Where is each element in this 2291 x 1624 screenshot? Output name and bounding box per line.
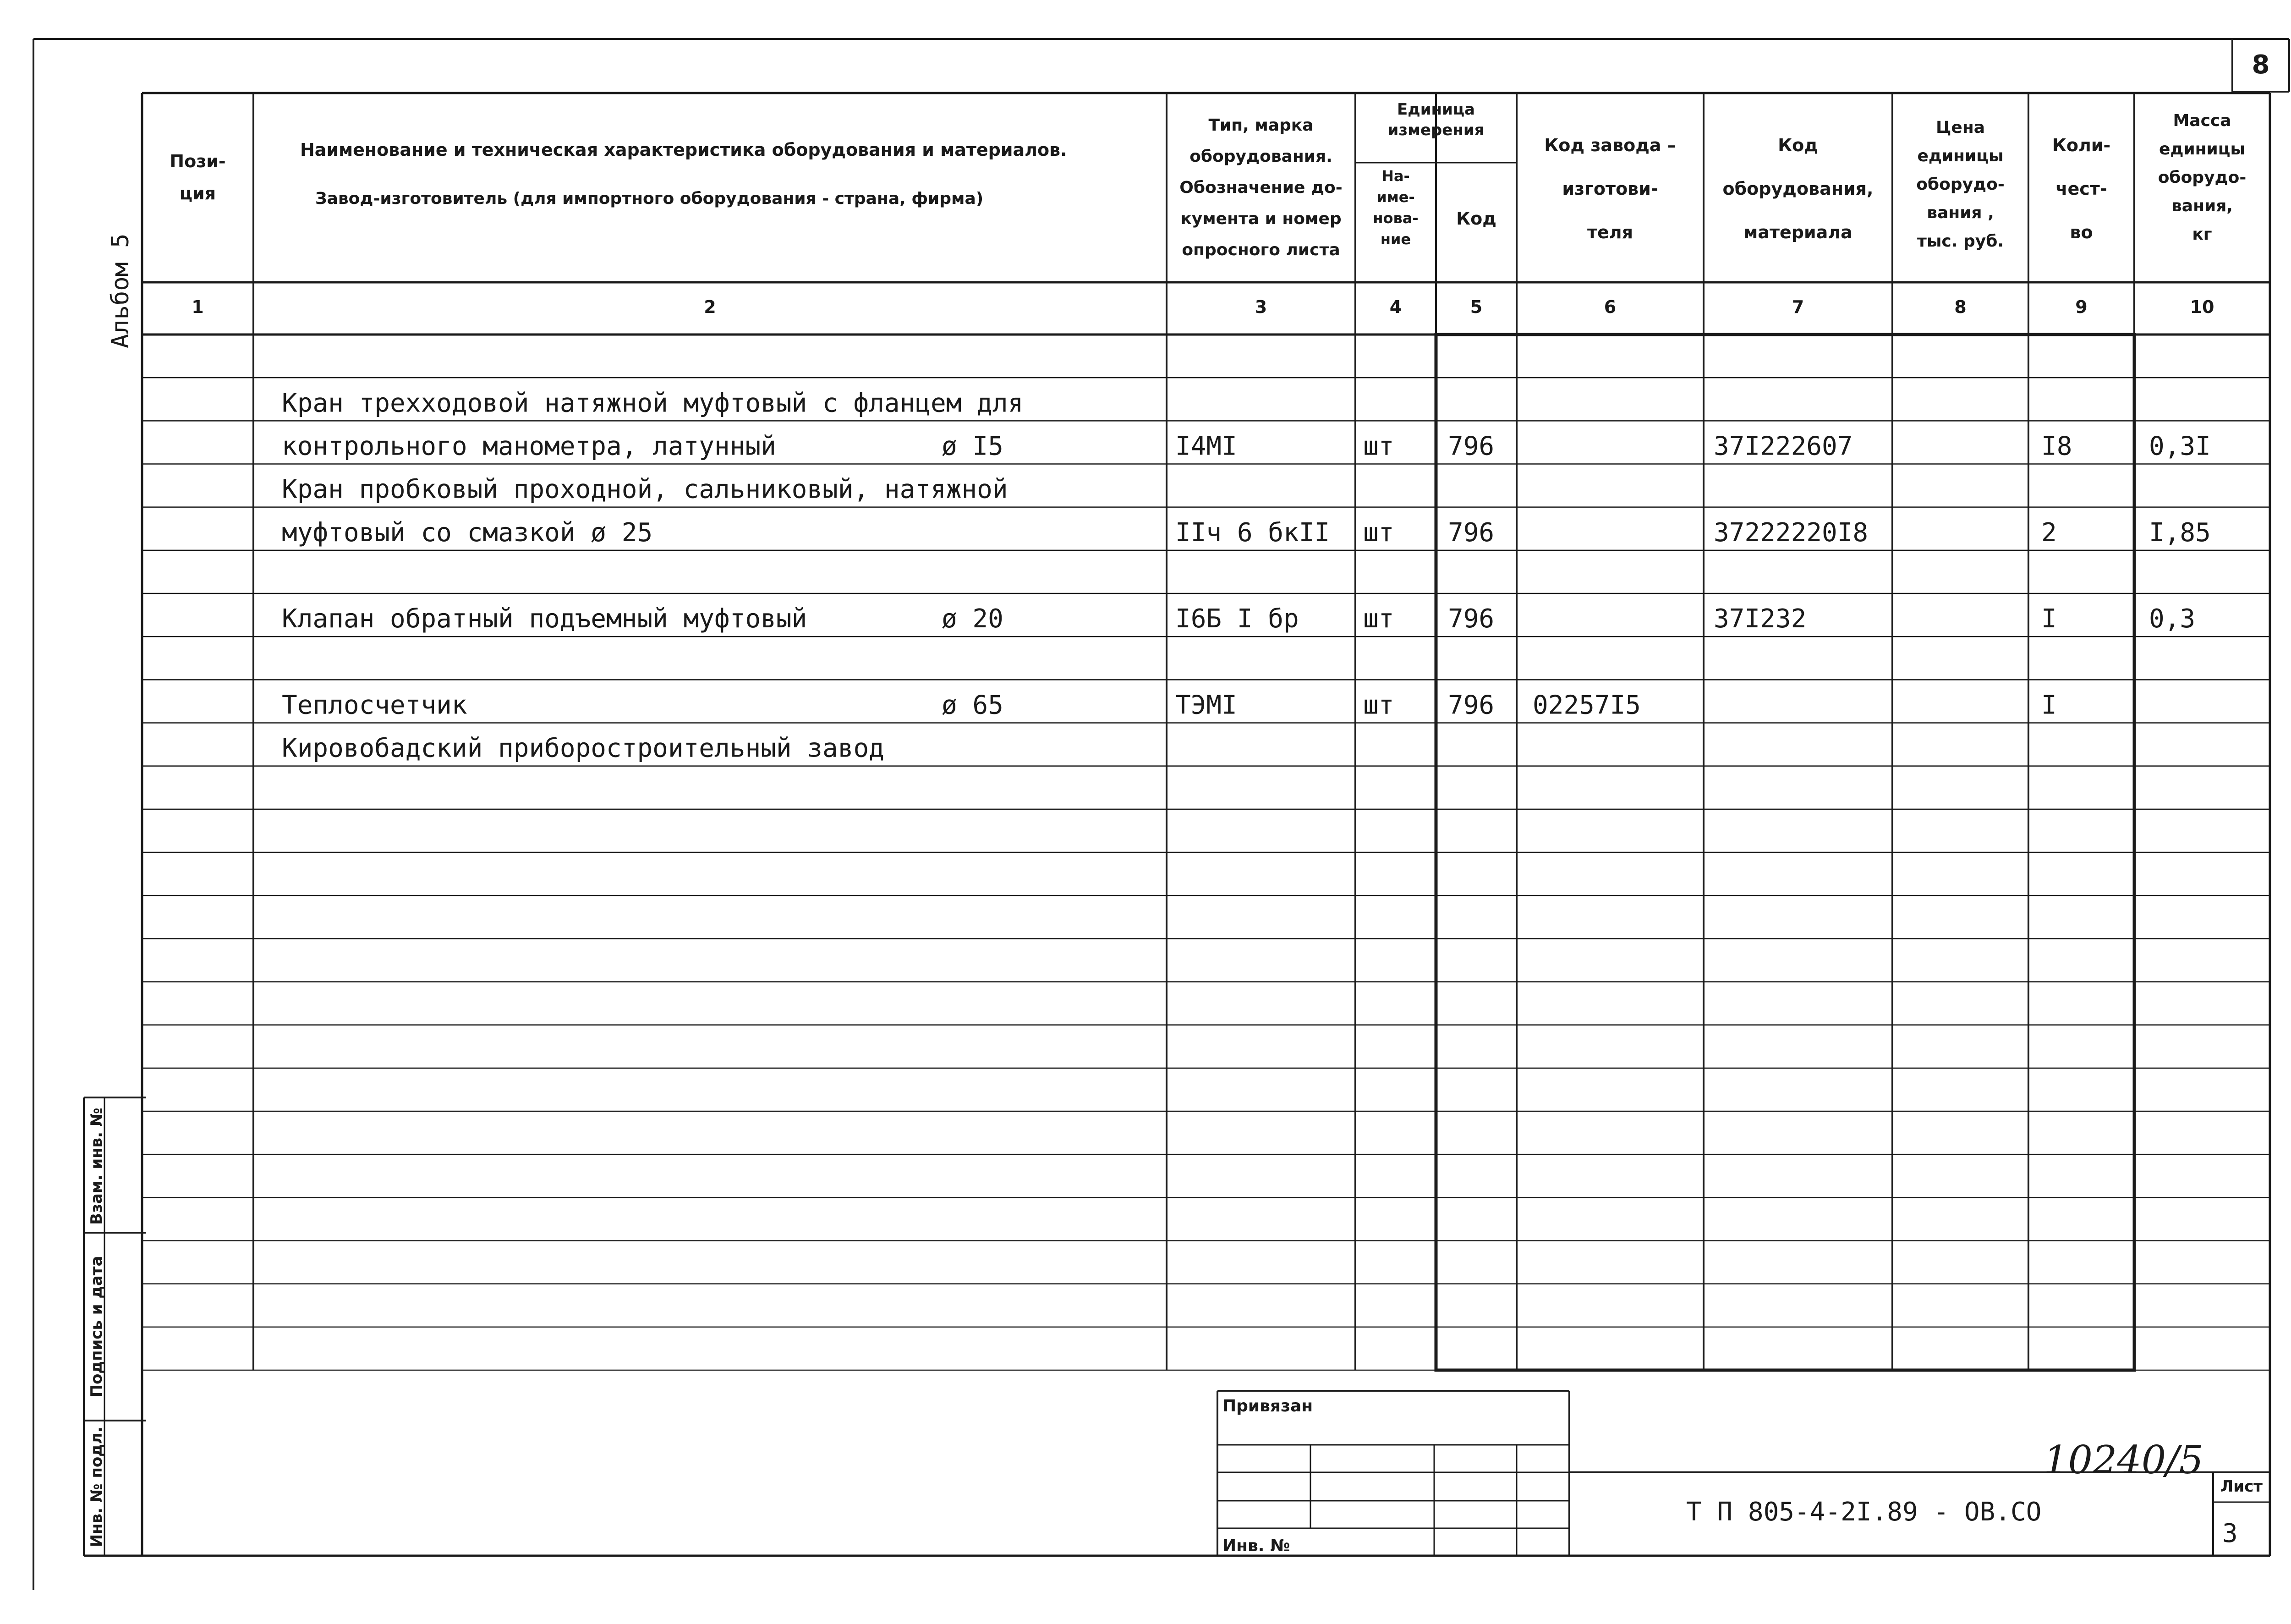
column-number: 4 [1389,297,1402,317]
header-price: тыс. руб. [1917,232,2004,251]
header-plant-code: теля [1587,222,1633,242]
header-manufacturer: Завод-изготовитель (для импортного оборудования - страна, фирма) [315,189,984,208]
header-unit-group: Единица [1397,100,1475,119]
row-material-code: 37I222607 [1714,431,1853,461]
header-type: оборудования. [1189,147,1332,166]
header-price: Цена [1936,118,1985,137]
row-plant-code: 02257I5 [1533,690,1641,720]
header-type: опросного листа [1182,241,1340,259]
row-unit-code: 796 [1448,517,1495,548]
header-quantity: чест- [2055,179,2107,199]
row-quantity: I8 [2041,431,2072,461]
row-unit-code: 796 [1448,690,1495,720]
header-price: оборудо- [1916,175,2005,194]
column-number: 8 [1954,297,1967,317]
sheet-number: 3 [2222,1519,2238,1548]
row-mass: I,85 [2149,517,2211,548]
column-number: 5 [1470,297,1483,317]
stamp-inv-podl: Инв. № подл. [88,1426,106,1547]
header-mass: вания, [2171,197,2233,215]
row-unit-code: 796 [1448,431,1495,461]
header-unit-name: На- [1381,167,1410,185]
header-mass: единицы [2159,140,2246,159]
header-mass: кг [2192,225,2212,244]
row-type: IIч 6 бкII [1175,517,1330,548]
corner-sheet-number: 8 [2252,50,2270,80]
row-type: ТЭМI [1175,690,1237,720]
handwritten-number: 10240/5 [2044,1437,2203,1482]
row-unit: шт [1363,517,1394,548]
header-unit-name: нова- [1373,209,1419,227]
row-material-code: 37222220I8 [1714,517,1869,548]
document-code: Т П 805-4-2I.89 - ОВ.СО [1686,1497,2042,1527]
header-material-code: материала [1743,222,1853,242]
row-diameter: ø 20 [942,604,1003,634]
row-name: Теплосчетчик [282,690,467,720]
header-plant-code: изготови- [1562,179,1658,199]
row-diameter: ø 65 [942,690,1003,720]
row-name: Кран трехходовой натяжной муфтовый с фланцем для [282,388,1024,418]
album-label: Альбом 5 [107,233,134,348]
header-position: ция [179,183,216,203]
row-unit: шт [1363,604,1394,634]
column-number: 10 [2190,297,2214,317]
row-name: Клапан обратный подъемный муфтовый [282,604,807,634]
header-mass: Масса [2173,111,2231,130]
column-number: 7 [1792,297,1804,317]
row-diameter: ø I5 [942,431,1003,461]
header-price: вания , [1927,203,1994,222]
row-unit-code: 796 [1448,604,1495,634]
header-type: кумента и номер [1180,209,1342,228]
header-mass: оборудо- [2158,168,2247,187]
frame-lines [33,39,2289,1590]
row-quantity: I [2041,690,2057,720]
row-unit: шт [1363,690,1394,720]
column-number: 9 [2075,297,2088,317]
header-unit-code: Код [1456,208,1496,229]
column-number: 2 [704,297,716,317]
row-material-code: 37I232 [1714,604,1807,634]
row-type: I4МI [1175,431,1237,461]
row-unit: шт [1363,431,1394,461]
row-mass: 0,3 [2149,604,2196,634]
row-name: контрольного манометра, латунный [282,431,776,461]
column-number: 6 [1604,297,1617,317]
header-quantity: во [2070,222,2093,242]
row-quantity: I [2041,604,2057,634]
header-type: Обозначение до- [1179,178,1343,197]
header-unit-name: име- [1376,188,1415,206]
stamp-podpis-data: Подпись и дата [88,1256,106,1398]
row-name: Кран пробковый проходной, сальниковый, натяжной [282,474,1008,505]
column-number: 3 [1255,297,1267,317]
header-material-code: Код [1778,135,1818,155]
row-mass: 0,3I [2149,431,2211,461]
row-quantity: 2 [2041,517,2057,548]
header-quantity: Коли- [2052,135,2111,155]
header-type: Тип, марка [1208,116,1314,135]
row-name: муфтовый со смазкой ø 25 [282,517,653,548]
binding-privyazan: Привязан [1222,1397,1313,1416]
sheet-texts [88,50,2269,1555]
header-position: Пози- [170,151,226,171]
row-name: Кировобадский приборостроительный завод [282,733,884,763]
stamp-vzam-inv: Взам. инв. № [88,1108,106,1225]
header-unit-group: измерения [1387,121,1485,139]
header-price: единицы [1917,147,2004,165]
header-material-code: оборудования, [1722,179,1874,199]
sheet-label: Лист [2220,1477,2263,1496]
header-plant-code: Код завода – [1544,135,1676,155]
column-number: 1 [192,297,204,317]
header-unit-name: ние [1380,230,1411,248]
row-type: I6Б I бр [1175,604,1299,634]
header-name: Наименование и техническая характеристика оборудования и материалов. [300,140,1067,160]
binding-inv-no: Инв. № [1222,1536,1290,1555]
